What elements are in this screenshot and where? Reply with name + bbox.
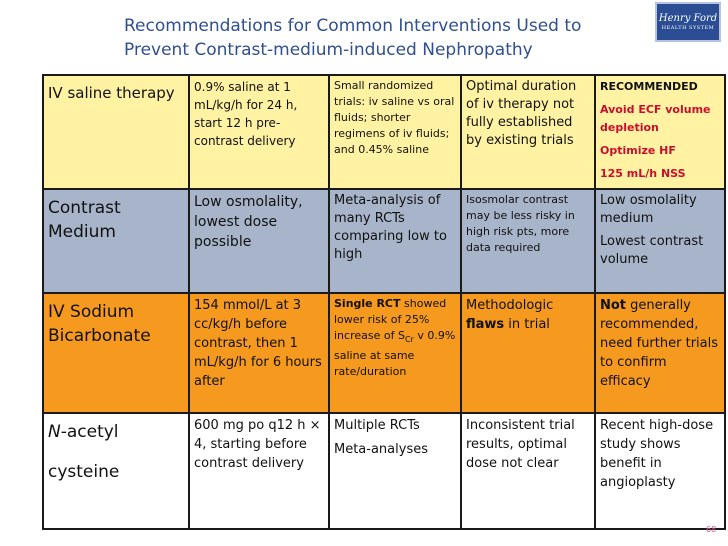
evidence-cell: Small randomized trials: iv saline vs oral fluids; shorter regimens of iv fluids; and 0.45% saline <box>329 75 461 189</box>
page-number: 68 <box>706 525 717 534</box>
evidence-cell <box>329 293 461 413</box>
protocol-cell: 600 mg po q12 h × 4, starting before contrast delivery <box>189 413 329 529</box>
recommendation-line1: Avoid ECF volume depletion <box>600 103 711 134</box>
evidence-line1: Multiple RCTs <box>334 418 420 433</box>
recommendation-cell <box>595 75 725 189</box>
evidence-cell: Meta-analysis of many RCTs comparing low to high <box>329 189 461 293</box>
slide-title-line2: Prevent Contrast-medium-induced Nephropathy <box>124 40 533 60</box>
table-row <box>43 189 725 293</box>
table-row <box>43 413 725 529</box>
recommendation-line2: Optimize HF <box>600 144 676 157</box>
limitations-cell: Optimal duration of iv therapy not fully established by existing trials <box>461 75 595 189</box>
table-row <box>43 293 725 413</box>
recommendation-line1: Low osmolality medium <box>600 193 697 226</box>
intervention-text: -acetyl <box>60 422 119 442</box>
recommendation-line3: 125 mL/h NSS <box>600 167 686 180</box>
intervention-cell <box>43 413 189 529</box>
recommendation-cell: Recent high-dose study shows benefit in angioplasty <box>595 413 725 529</box>
intervention-italic: N <box>48 422 61 442</box>
protocol-cell: 154 mmol/L at 3 cc/kg/h before contrast, then 1 mL/kg/h for 6 hours after <box>189 293 329 413</box>
evidence-text-2: v 0.9% saline at same rate/duration <box>334 329 456 379</box>
evidence-cell <box>329 413 461 529</box>
logo-line1: Henry Ford <box>658 12 718 24</box>
intervention-line2: cysteine <box>48 462 120 482</box>
recommendation-line2: Lowest contrast volume <box>600 234 704 267</box>
limitations-cell: Isosmolar contrast may be less risky in high risk pts, more data required <box>461 189 595 293</box>
recommended-heading: RECOMMENDED <box>600 80 698 93</box>
slide-title-line1: Recommendations for Common Interventions Used to <box>124 16 582 36</box>
logo-line2: HEALTH SYSTEM <box>661 24 715 31</box>
evidence-line2: Meta-analyses <box>334 442 428 457</box>
intervention-line1 <box>48 420 184 444</box>
protocol-cell: 0.9% saline at 1 mL/kg/h for 24 h, start 12 h pre-contrast delivery <box>189 75 329 189</box>
table-row <box>43 75 725 189</box>
limitations-text-2: in trial <box>504 317 550 332</box>
interventions-table <box>42 74 726 530</box>
intervention-cell: IV saline therapy <box>43 75 189 189</box>
slide-title <box>124 14 654 62</box>
protocol-cell: Low osmolality, lowest dose possible <box>189 189 329 293</box>
limitations-text-1: Methodologic <box>466 298 554 313</box>
intervention-cell: IV Sodium Bicarbonate <box>43 293 189 413</box>
recommendation-cell <box>595 293 725 413</box>
intervention-cell: Contrast Medium <box>43 189 189 293</box>
evidence-bold: Single RCT <box>334 297 401 310</box>
henry-ford-logo <box>655 2 721 42</box>
recommendation-bold: Not <box>600 298 627 313</box>
recommendation-text: generally recommended, need further trials to confirm efficacy <box>600 298 718 389</box>
evidence-text-1: showed lower risk of 25% increase of S <box>334 297 447 342</box>
recommendation-cell <box>595 189 725 293</box>
limitations-bold: flaws <box>466 317 505 332</box>
limitations-cell <box>461 293 595 413</box>
evidence-subscript: Cr <box>404 335 414 345</box>
limitations-cell: Inconsistent trial results, optimal dose not clear <box>461 413 595 529</box>
